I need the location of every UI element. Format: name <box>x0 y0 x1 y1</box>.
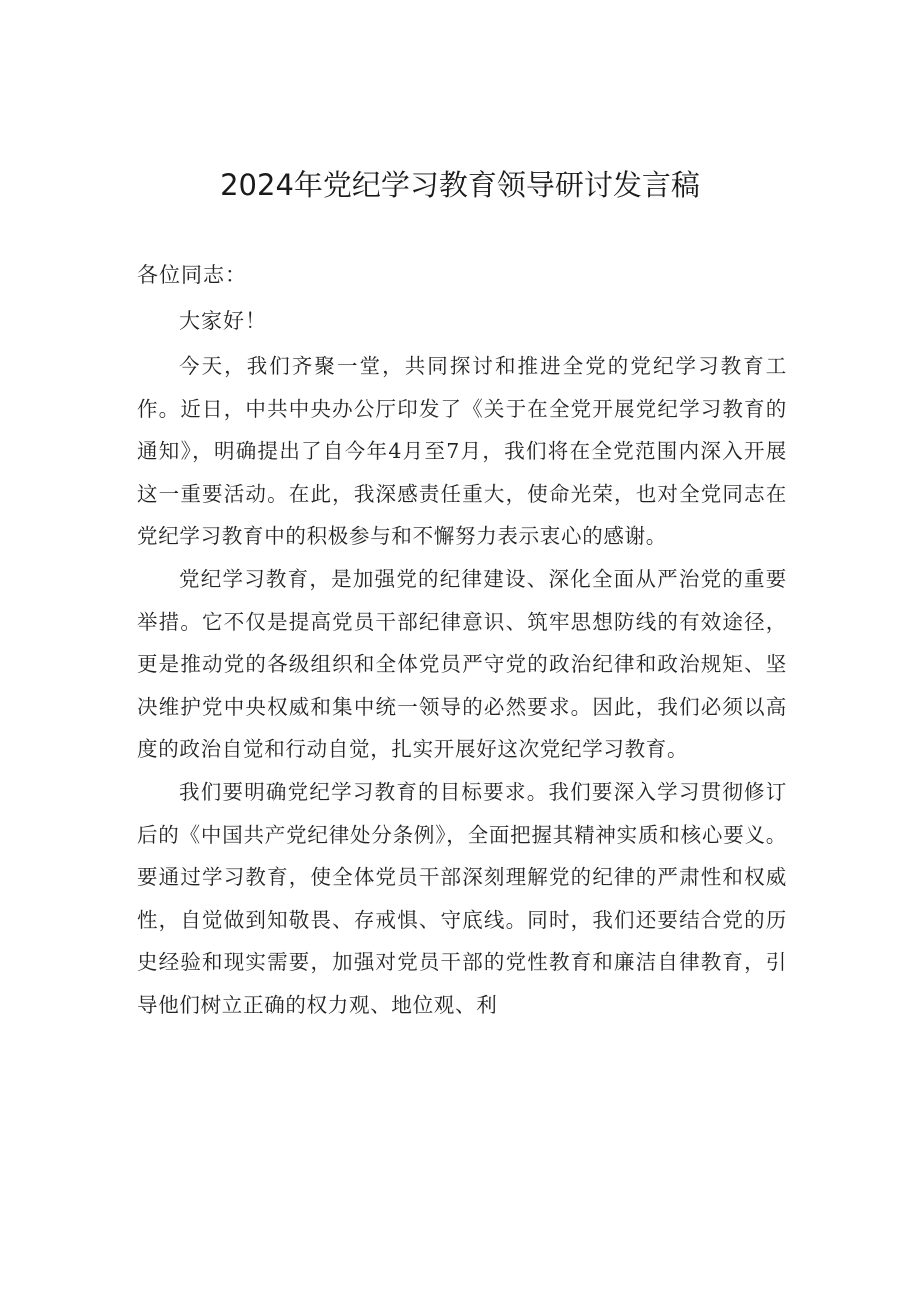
document-title: 2024年党纪学习教育领导研讨发言稿 <box>220 168 700 202</box>
document-body <box>137 345 787 1027</box>
salutation: 各位同志： <box>137 263 247 287</box>
greeting-line: 大家好！ <box>179 309 267 333</box>
paragraph: 党纪学习教育，是加强党的纪律建设、深化全面从严治党的重要举措。它不仅是提高党员干部纪律意识、筑牢思想防线的有效途径，更是推动党的各级组织和全体党员严守党的政治纪律和政治规矩、坚决维护党中央权威和集中统一领导的必然要求。因此，我们必须以高度的政治自觉和行动自觉，扎实开展好这次党纪学习教育。 <box>137 566 787 762</box>
paragraph: 今天，我们齐聚一堂，共同探讨和推进全党的党纪学习教育工作。近日，中共中央办公厅印发了《关于在全党开展党纪学习教育的通知》，明确提出了自今年4月至7月，我们将在全党范围内深入开展这一重要活动。在此，我深感责任重大，使命光荣，也对全党同志在党纪学习教育中的积极参与和不懈努力表示衷心的感谢。 <box>137 354 787 549</box>
paragraph: 我们要明确党纪学习教育的目标要求。我们要深入学习贯彻修订后的《中国共产党纪律处分条例》，全面把握其精神实质和核心要义。要通过学习教育，使全体党员干部深刻理解党的纪律的严肃性和权威性，自觉做到知敬畏、存戒惧、守底线。同时，我们还要结合党的历史经验和现实需要，加强对党员干部的党性教育和廉洁自律教育，引导他们树立正确的权力观、地位观、利 <box>137 779 787 1017</box>
